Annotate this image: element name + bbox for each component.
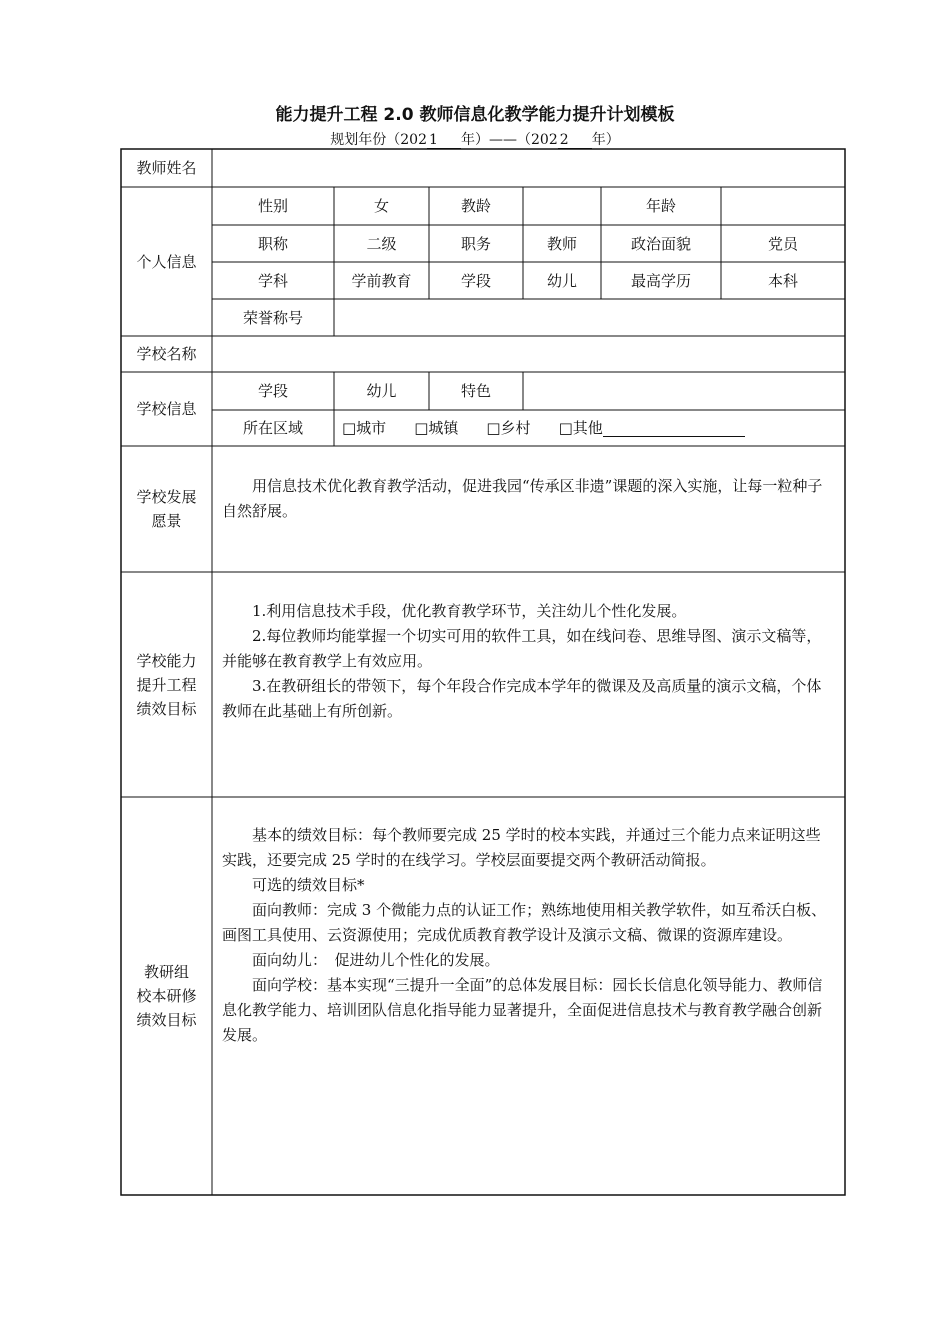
vision-paragraph: 用信息技术优化教育教学活动，促进我园“传承区非遗”课题的深入实施，让每一粒种子自然舒展。 xyxy=(222,477,823,520)
region-town-checkbox[interactable]: □城镇 xyxy=(414,419,459,437)
school-name-label: 学校名称 xyxy=(136,345,197,363)
planning-years-prefix: 规划年份（202 xyxy=(330,132,427,148)
school-name-field[interactable] xyxy=(212,336,845,372)
personal-info-label: 个人信息 xyxy=(136,252,197,271)
group-goal-item: 面向学校：基本实现“三提升一全面”的总体发展目标：园长长信息化领导能力、教师信息化教学能力、培训团队信息化指导能力显著提升，全面促进信息技术与教育教学融合创新发展。 xyxy=(222,976,823,1044)
subject-field[interactable]: 学前教育 xyxy=(351,271,412,290)
teacher-name-field[interactable] xyxy=(212,149,845,187)
political-label: 政治面貌 xyxy=(630,234,691,253)
teaching-years-label: 教龄 xyxy=(460,197,491,215)
group-goal-item: 面向教师：完成 3 个微能力点的认证工作；熟练地使用相关教学软件，如互希沃白板、画图工具使用、云资源使用；完成优质教育教学设计及演示文稿、微课的资源库建设。 xyxy=(222,901,827,944)
vision-label xyxy=(121,446,212,572)
school-goal-item: 2.每位教师均能掌握一个切实可用的软件工具，如在线问卷、思维导图、演示文稿等，并能够在教育教学上有效应用。 xyxy=(222,627,822,670)
title-label: 职称 xyxy=(257,234,288,253)
gender-label: 性别 xyxy=(257,197,288,215)
group-goal-item: 可选的绩效目标* xyxy=(252,876,365,894)
honor-label: 荣誉称号 xyxy=(242,308,303,327)
position-field[interactable]: 教师 xyxy=(546,234,577,253)
year-end-field[interactable]: 2 xyxy=(558,133,592,149)
honor-field[interactable] xyxy=(334,299,845,336)
region-label: 所在区域 xyxy=(242,419,303,437)
teacher-name-label: 教师姓名 xyxy=(136,159,197,177)
group-goals-label-line1: 教研组 xyxy=(143,963,189,981)
region-village-checkbox[interactable]: □乡村 xyxy=(486,419,531,437)
vision-label-line1: 学校发展 xyxy=(136,488,197,506)
age-label: 年龄 xyxy=(645,197,676,215)
region-other-input[interactable] xyxy=(603,420,745,437)
planning-years xyxy=(0,129,950,149)
position-label: 职务 xyxy=(460,234,491,253)
region-city-checkbox[interactable]: □城市 xyxy=(342,419,387,437)
group-goals-label-line3: 绩效目标 xyxy=(136,1011,197,1029)
school-stage-label: 学段 xyxy=(257,382,288,400)
planning-years-suffix: 年） xyxy=(591,132,620,148)
vision-label-line2: 愿景 xyxy=(151,512,182,530)
education-field[interactable]: 本科 xyxy=(767,271,798,290)
school-goals-label-line1: 学校能力 xyxy=(136,651,197,670)
school-goals-text[interactable] xyxy=(222,599,832,724)
year-start-field[interactable]: 1 xyxy=(427,133,461,149)
page-title: 能力提升工程 2.0 教师信息化教学能力提升计划模板 xyxy=(275,105,675,125)
school-goals-label-line3: 绩效目标 xyxy=(136,699,197,718)
planning-years-middle: 年）——（202 xyxy=(461,132,558,148)
school-goal-item: 1.利用信息技术手段，优化教育教学环节，关注幼儿个性化发展。 xyxy=(252,602,687,620)
education-label: 最高学历 xyxy=(630,271,691,290)
vision-text[interactable] xyxy=(222,474,832,524)
school-info-label: 学校信息 xyxy=(136,400,197,418)
region-other-checkbox[interactable]: □其他 xyxy=(558,419,603,437)
school-goals-label xyxy=(121,572,212,797)
political-field[interactable]: 党员 xyxy=(767,234,798,253)
region-options xyxy=(334,410,845,446)
title-field[interactable]: 二级 xyxy=(366,234,397,253)
group-goal-item: 面向幼儿： 促进幼儿个性化的发展。 xyxy=(252,951,500,969)
group-goal-item: 基本的绩效目标：每个教师要完成 25 学时的校本实践，并通过三个能力点来证明这些实践，还要完成 25 学时的在线学习。学校层面要提交两个教研活动简报。 xyxy=(222,826,821,869)
group-goals-label xyxy=(121,797,212,1195)
school-goals-label-line2: 提升工程 xyxy=(136,675,197,694)
stage-label: 学段 xyxy=(460,271,491,290)
subject-label: 学科 xyxy=(257,271,288,290)
feature-field[interactable] xyxy=(523,372,845,410)
gender-field[interactable]: 女 xyxy=(373,197,389,215)
age-field[interactable] xyxy=(721,187,845,225)
group-goals-text[interactable] xyxy=(222,823,832,1048)
group-goals-label-line2: 校本研修 xyxy=(136,987,197,1005)
school-goal-item: 3.在教研组长的带领下，每个年段合作完成本学年的微课及及高质量的演示文稿，个体教师在此基础上有所创新。 xyxy=(222,677,822,720)
feature-label: 特色 xyxy=(460,382,491,400)
stage-field[interactable]: 幼儿 xyxy=(546,271,577,290)
school-stage-field[interactable]: 幼儿 xyxy=(366,382,397,400)
teaching-years-field[interactable] xyxy=(523,187,601,225)
